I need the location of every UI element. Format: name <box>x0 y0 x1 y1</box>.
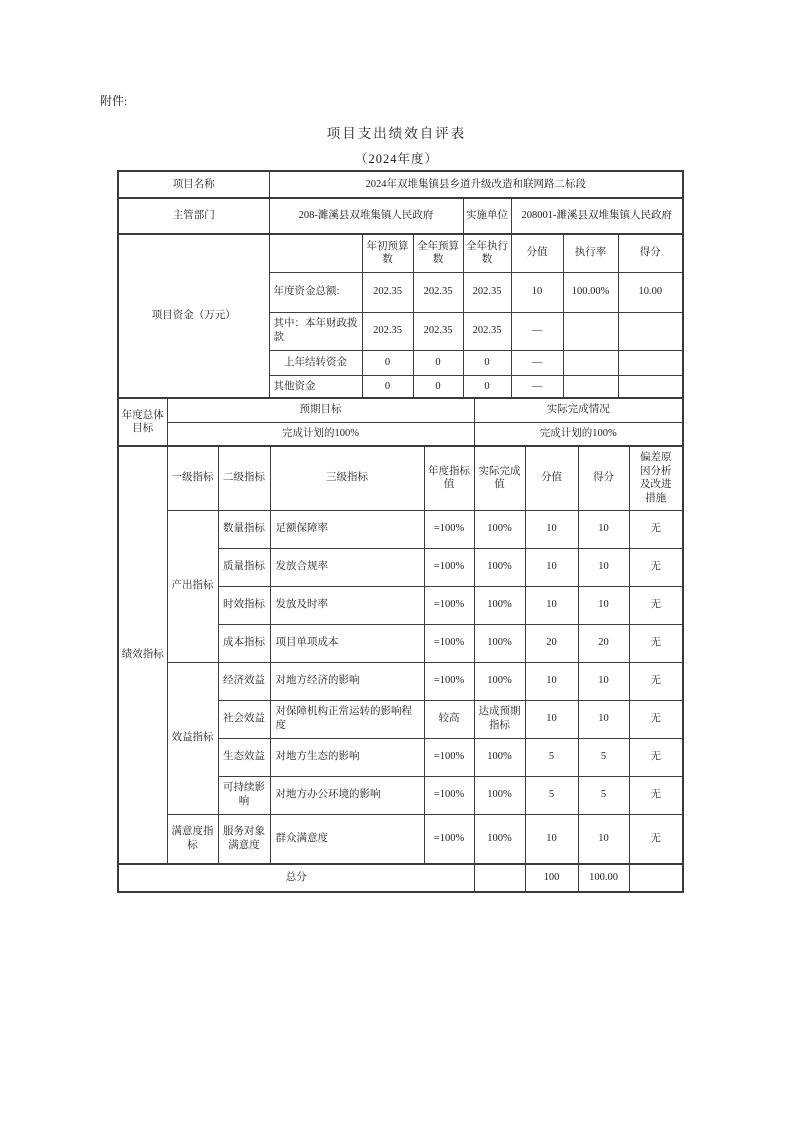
goal-header-row <box>118 398 683 422</box>
cell-points: 10 <box>525 814 578 864</box>
fund-cell-initial: 202.35 <box>362 312 413 350</box>
cell-points: 10 <box>525 586 578 624</box>
cell-deviation: 无 <box>629 814 683 864</box>
implementing-unit-label: 实施单位 <box>463 198 511 234</box>
cell-deviation: 无 <box>629 548 683 586</box>
cell-actual: 100% <box>474 510 525 548</box>
cell-deviation: 无 <box>629 510 683 548</box>
fund-col-executed: 全年执行数 <box>463 234 511 272</box>
fund-cell-rate <box>563 312 618 350</box>
cell-points: 5 <box>525 738 578 776</box>
expected-goal-header: 预期目标 <box>167 398 474 422</box>
cell-target: =100% <box>424 814 474 864</box>
fund-cell-annual: 202.35 <box>413 312 463 350</box>
fund-cell-annual: 0 <box>413 375 463 398</box>
cell-points: 10 <box>525 548 578 586</box>
indicator-row <box>118 510 683 548</box>
cell-points: 10 <box>525 662 578 700</box>
cell-level2: 经济效益 <box>218 662 270 700</box>
col-score: 得分 <box>578 446 629 510</box>
header-and-funds-table <box>117 170 684 399</box>
fund-section-label: 项目资金（万元） <box>118 234 269 398</box>
fund-row-label: 年度资金总额: <box>269 272 362 312</box>
cell-deviation: 无 <box>629 586 683 624</box>
col-level2: 二级指标 <box>218 446 270 510</box>
project-name-row <box>118 171 683 198</box>
fund-cell-executed: 202.35 <box>463 272 511 312</box>
fund-cell-initial: 0 <box>362 350 413 375</box>
total-score-row <box>118 864 683 892</box>
cell-points: 10 <box>525 700 578 738</box>
fund-cell-points: — <box>511 312 563 350</box>
department-label: 主管部门 <box>118 198 269 234</box>
cell-score: 20 <box>578 624 629 662</box>
cell-deviation: 无 <box>629 624 683 662</box>
fund-cell-rate <box>563 375 618 398</box>
cell-level2: 生态效益 <box>218 738 270 776</box>
fund-blank-header <box>269 234 362 272</box>
fund-cell-executed: 0 <box>463 350 511 375</box>
total-label: 总分 <box>118 864 474 892</box>
cell-actual: 100% <box>474 586 525 624</box>
fund-cell-rate: 100.00% <box>563 272 618 312</box>
fund-cell-points: — <box>511 375 563 398</box>
cell-target: =100% <box>424 548 474 586</box>
fund-cell-executed: 202.35 <box>463 312 511 350</box>
indicator-row <box>118 814 683 864</box>
project-name-value: 2024年双堆集镇县乡道升级改造和联网路二标段 <box>269 171 683 198</box>
indicators-table <box>117 445 684 893</box>
cell-indicator-name: 对地方经济的影响 <box>270 662 424 700</box>
col-actual: 实际完成值 <box>474 446 525 510</box>
fund-cell-score <box>618 312 683 350</box>
department-row <box>118 198 683 234</box>
cell-indicator-name: 足额保障率 <box>270 510 424 548</box>
cell-actual: 100% <box>474 814 525 864</box>
cell-score: 10 <box>578 662 629 700</box>
total-score: 100.00 <box>578 864 629 892</box>
annual-goal-table <box>117 397 684 447</box>
fund-cell-score <box>618 375 683 398</box>
cell-level2: 数量指标 <box>218 510 270 548</box>
fund-cell-executed: 0 <box>463 375 511 398</box>
col-points: 分值 <box>525 446 578 510</box>
cell-score: 10 <box>578 814 629 864</box>
col-level3: 三级指标 <box>270 446 424 510</box>
fund-col-annual: 全年预算数 <box>413 234 463 272</box>
col-level1: 一级指标 <box>167 446 218 510</box>
cell-level2: 可持续影响 <box>218 776 270 814</box>
cell-indicator-name: 发放及时率 <box>270 586 424 624</box>
cell-score: 10 <box>578 586 629 624</box>
fund-row-label: 其他资金 <box>269 375 362 398</box>
actual-completion-header: 实际完成情况 <box>474 398 683 422</box>
cell-level2: 服务对象满意度 <box>218 814 270 864</box>
col-target: 年度指标值 <box>424 446 474 510</box>
cell-score: 5 <box>578 738 629 776</box>
fund-cell-annual: 202.35 <box>413 272 463 312</box>
fund-col-rate: 执行率 <box>563 234 618 272</box>
cell-deviation: 无 <box>629 776 683 814</box>
fund-col-points: 分值 <box>511 234 563 272</box>
fund-row-label: 其中：本年财政拨款 <box>269 312 362 350</box>
cell-score: 10 <box>578 510 629 548</box>
fund-header-row <box>118 234 683 272</box>
fund-cell-initial: 202.35 <box>362 272 413 312</box>
indicator-row <box>118 662 683 700</box>
implementing-unit-value: 208001-濉溪县双堆集镇人民政府 <box>511 198 683 234</box>
cell-level2: 质量指标 <box>218 548 270 586</box>
cell-level2: 成本指标 <box>218 624 270 662</box>
group-benefit: 效益指标 <box>167 662 218 814</box>
cell-actual: 100% <box>474 624 525 662</box>
cell-actual: 100% <box>474 738 525 776</box>
cell-actual: 达成预期指标 <box>474 700 525 738</box>
fund-col-initial: 年初预算数 <box>362 234 413 272</box>
cell-points: 10 <box>525 510 578 548</box>
cell-target: =100% <box>424 662 474 700</box>
cell-indicator-name: 对保障机构正常运转的影响程度 <box>270 700 424 738</box>
cell-score: 10 <box>578 700 629 738</box>
department-value: 208-濉溪县双堆集镇人民政府 <box>269 198 463 234</box>
fund-cell-points: 10 <box>511 272 563 312</box>
cell-indicator-name: 对地方生态的影响 <box>270 738 424 776</box>
cell-indicator-name: 群众满意度 <box>270 814 424 864</box>
cell-level2: 时效指标 <box>218 586 270 624</box>
cell-indicator-name: 项目单项成本 <box>270 624 424 662</box>
cell-target: 较高 <box>424 700 474 738</box>
document-title: 项目支出绩效自评表 <box>326 126 467 141</box>
fund-cell-score: 10.00 <box>618 272 683 312</box>
cell-deviation: 无 <box>629 700 683 738</box>
fund-cell-points: — <box>511 350 563 375</box>
total-actual <box>474 864 525 892</box>
total-deviation <box>629 864 683 892</box>
group-output: 产出指标 <box>167 510 218 662</box>
cell-points: 20 <box>525 624 578 662</box>
cell-target: =100% <box>424 586 474 624</box>
project-name-label: 项目名称 <box>118 171 269 198</box>
cell-target: =100% <box>424 624 474 662</box>
expected-goal-value: 完成计划的100% <box>167 422 474 446</box>
indicator-header-row <box>118 446 683 510</box>
cell-actual: 100% <box>474 776 525 814</box>
cell-deviation: 无 <box>629 738 683 776</box>
fund-cell-rate <box>563 350 618 375</box>
cell-deviation: 无 <box>629 662 683 700</box>
cell-score: 10 <box>578 548 629 586</box>
cell-indicator-name: 对地方办公环境的影响 <box>270 776 424 814</box>
goal-value-row <box>118 422 683 446</box>
total-points: 100 <box>525 864 578 892</box>
fund-row-label: 上年结转资金 <box>269 350 362 375</box>
group-satisfaction: 满意度指标 <box>167 814 218 864</box>
goal-section-label: 年度总体目标 <box>118 398 167 446</box>
indicator-section-label: 绩效指标 <box>118 446 167 864</box>
cell-points: 5 <box>525 776 578 814</box>
col-deviation: 偏差原因分析及改进措施 <box>629 446 683 510</box>
cell-target: =100% <box>424 738 474 776</box>
cell-indicator-name: 发放合规率 <box>270 548 424 586</box>
cell-target: =100% <box>424 776 474 814</box>
fund-col-score: 得分 <box>618 234 683 272</box>
attachment-label: 附件: <box>100 94 128 108</box>
fund-cell-initial: 0 <box>362 375 413 398</box>
cell-score: 5 <box>578 776 629 814</box>
fund-cell-annual: 0 <box>413 350 463 375</box>
cell-level2: 社会效益 <box>218 700 270 738</box>
cell-actual: 100% <box>474 548 525 586</box>
cell-actual: 100% <box>474 662 525 700</box>
fund-cell-score <box>618 350 683 375</box>
cell-target: =100% <box>424 510 474 548</box>
actual-completion-value: 完成计划的100% <box>474 422 683 446</box>
document-subtitle: （2024年度） <box>354 152 438 166</box>
